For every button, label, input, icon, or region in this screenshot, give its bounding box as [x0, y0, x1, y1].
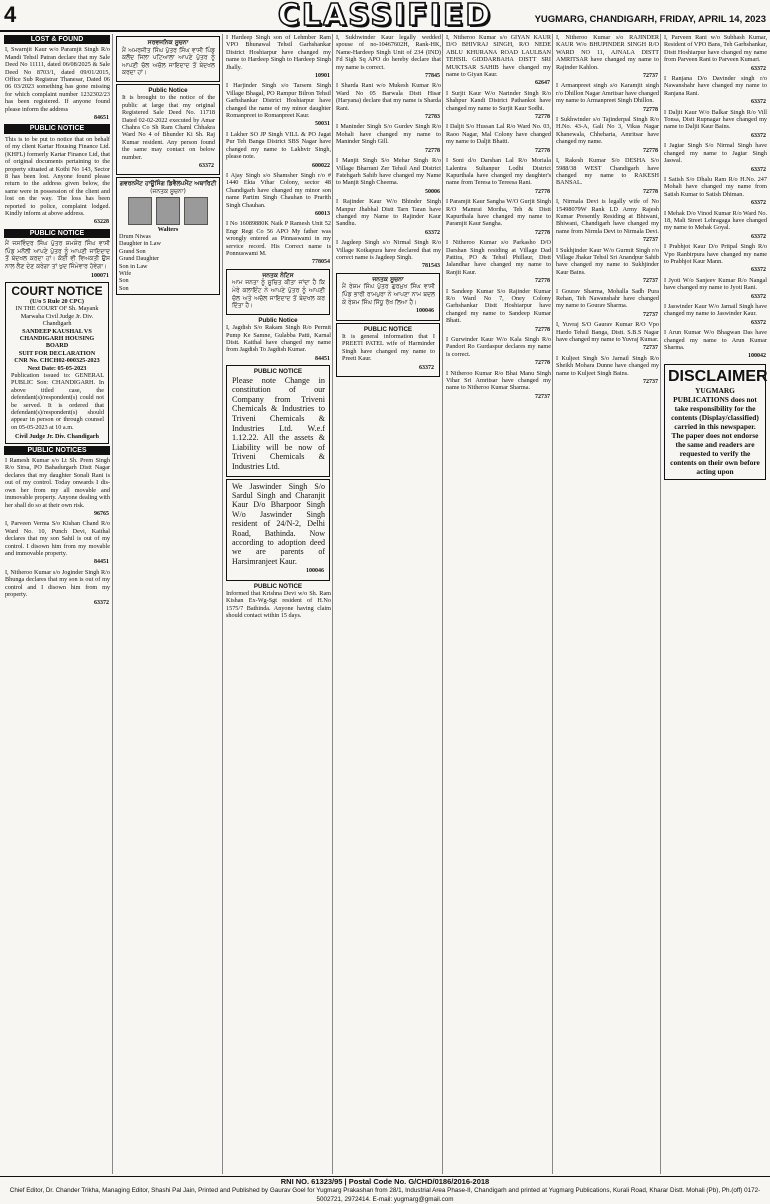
classified-ad: I, Nirmala Devi is legally wife of No 15498079W Rank LD Army Rajesh Kumar Presently Residing at Bhiwani, Bhiwani, Chandigarh have changed my name from Nirmla Devi to Nirmala Devi. [556, 198, 659, 235]
housing-notice-subtitle: (ਜਨਤਕ ਸੂਚਨਾ) [150, 188, 186, 196]
portrait-photo [184, 197, 208, 225]
column-6 [552, 34, 661, 1174]
list-item: Grand Daughter [119, 255, 160, 263]
classified-ad: I Sharda Rani w/o Mukesh Kumar R/o Ward No 05 Barwala Distt Hisar (Haryana) declare that my name is Sharda Rani. [336, 82, 441, 112]
company-notice-title: PUBLIC NOTICE [253, 368, 303, 376]
punjabi-notice-title: ਸਰਵਜਨਿਕ ਸੂਚਨਾ [147, 39, 189, 46]
list-item: Son [119, 277, 129, 285]
list-item: Drum Niwas [119, 233, 151, 241]
public-notice-body: It is general information that I PREETI PATEL wife of Harminder Singh have changed my name to Preeti Kaur. [342, 332, 435, 363]
adoption-notice-body: We Jaswinder Singh S/o Sardul Singh and Charanjit Kaur D/o Bharpoor Singh W/o Jaswinder Singh resident of 24/N-2, Delhi Road, Bathinda. Now according to adoption deed we are parents of Harsimranjeet Kaur. [232, 481, 325, 566]
list-item: Son in Law [119, 262, 148, 270]
ad-code: 600022 [312, 162, 330, 169]
ad-code: 778054 [312, 259, 330, 266]
ad-code: 72778 [643, 147, 658, 154]
court-parties: SANDEEP KAUSHAL VS CHANDIGARH HOUSING BOARD [19, 327, 95, 350]
lost-found-header: LOST & FOUND [4, 35, 110, 44]
classified-ad: I Nitheroo Kumar s/o Parkasho D/O Darshan Singh residing at Village Dad Pattira, PO & Tehsil Phillaur, Distt Jalandhar have changed my name to Ranjit Kaur. [446, 239, 551, 276]
ad-code: 63372 [751, 293, 766, 300]
ad-code: 63372 [751, 65, 766, 72]
classified-ad: I Nitheroo Kumar R/o Bhai Manu Singh Vihar Sri Amritsar have changed my name to Nitheroo Kumar Sharma. [446, 369, 551, 392]
public-notice-title: PUBLIC NOTICE [253, 582, 303, 590]
court-body: IN THE COURT OF Sh. Mayank Marwaha Civil Judge Jr. Div. Chandigarh [15, 305, 99, 328]
classified-ad: I Jagtar Singh S/o Nirmal Singh have changed my name to Jagtar Singh Jaswal. [664, 142, 767, 165]
page-number: 4 [4, 2, 17, 27]
classified-ad: I Daljit Kaur W/o Balkar Singh R/o Vill Tonsa, Distt Rupnagar have changed my name to Daljit Kaur Bains. [664, 108, 767, 131]
ad-code: 72737 [643, 311, 658, 318]
column-5 [442, 34, 553, 1174]
court-publication: Publication issued to: GENERAL PUBLIC Son: CHANDIGARH. In above titled case, the defendant(s)/respondent(s) could not be served. It is ordered that defendant(s)/respondent(s) should appear in person or through counsel on 05-05-2023 at 10 a.m. [11, 372, 104, 431]
classified-ad: I Lakher SO JP Singh VILL & PO Jagat Pur Teh Banga District SBS Nagar have changed my name to Lakhvir Singh, please note. [226, 130, 331, 161]
classified-ad: I Prabhjot Kaur D/o Pritpal Singh R/o Vpo Ranbirpura have changed my name to Prabhjot Kaur Mann. [664, 243, 767, 265]
classified-ad: I Mehak D/o Vinod Kumar R/o Ward No. 18, Mali Street Lehragaga have changed my name to Mehak Goyal. [664, 209, 767, 232]
public-notice-body: It is brought to the notice of the public at large that my original Registered Sale Deed No. 11718 Dated 02-02-2022 executed by Amar Chahra Co Sh Ram Chaml Chhakra Ward No 4 of Bhunder Ki Sh. Raj Kumar resident. Any person found the same may contact on below number. [122, 94, 215, 161]
classified-ad: I, Nitheroo Kumar s/o GIYAN KAUR D/O BHIVRAJ SINGH, R/O NEDE ABLU KHURANA ROAD LAULBAN TEHSIL GIDDARBAHA DISTT SRI MUKTSAR SAHIB have changed my name to Giyan Kaur. [446, 34, 551, 79]
ad-code: 63372 [419, 364, 434, 371]
ad-code: 84651 [94, 115, 109, 122]
ad-code: 72778 [535, 188, 550, 195]
ad-code: 84451 [94, 559, 109, 566]
adoption-notice-box [226, 479, 330, 581]
ad-code: 63372 [751, 99, 766, 106]
ad-code: 100042 [748, 353, 766, 360]
ad-code: 96765 [94, 510, 109, 517]
classified-columns [2, 34, 768, 1174]
classified-ad: I Hardeep Singh son of Lehmber Ram VPO Bhunawal Tehsil Garhshankar District Hoshiarpur have changed my name to Hardeep Singh to Hardeep Singh Jhally. [226, 34, 331, 71]
ad-code: 63372 [751, 267, 766, 274]
classified-ad: I Armanpreet singh s/o Karamjit singh r/o Dhillon Nagar Amritsar have changed my name to Armanpreet Singh Dhillon. [556, 82, 659, 105]
portrait-photo [156, 197, 180, 225]
ad-code: 72737 [643, 278, 658, 285]
ad-code: 72783 [425, 114, 440, 121]
column-4 [332, 34, 443, 1174]
public-notice-box [116, 84, 220, 175]
classified-ad: I, Jagdish S/o Rakam Singh R/o Permit Pump Ke Samne, Gulabba Patti, Karnal Distt. Kaithal have changed my name from Jagdish To Jagdish Kumar. [226, 324, 331, 354]
public-notices-header: PUBLIC NOTICES [4, 446, 110, 455]
punjabi-notice-box [226, 269, 330, 315]
column-7 [660, 34, 769, 1174]
housing-notice-title: ਗਵਰਨਮੈਂਟ ਹਾਊਸਿੰਗ ਡਿਵੈਲਪਮੈਂਟ ਅਥਾਰਿਟੀ [119, 180, 217, 188]
section-title: CLASSIFIED [277, 0, 493, 33]
punjabi-notice-body: ਮੈਂ ਰੇਸ਼ਮ ਸਿੰਘ ਪੁੱਤਰ ਗੁਰਮੁਖ ਸਿੰਘ ਵਾਸੀ ਪਿੰਡ ਭਾਰੀ ਰਾਮਪੁਰਾ ਨੇ ਆਪਣਾ ਨਾਮ ਬਦਲ ਕੇ ਰੇਸ਼ਮ ਸਿੰਘ ਸਿੱਧੂ ਰੱਖ ਲਿਆ ਹੈ। [342, 283, 435, 306]
ad-code: 72778 [643, 188, 658, 195]
ad-code: 72778 [535, 326, 550, 333]
public-notice-box [336, 323, 440, 377]
classified-ad: This is to be put to notice that on behalf of my client Kartar Housing Finance Ltd. (KHFL) formerly Kartar Finance Ltd, that of original documents pertaining to the property situated at Kothi No 143, Sector 8 has been lost. Anyone found please return to the address given below, the same were in possession of the client and lost on the way. The loss has been reported to police, complaint lodged. Kindly inform at above address. [5, 135, 110, 217]
ad-code: 72778 [535, 360, 550, 367]
public-notice-title: PUBLIC NOTICE [363, 325, 413, 333]
ad-code: 63372 [94, 600, 109, 607]
punjabi-notice-title: ਜਨਤਕ ਨੋਟਿਸ [262, 271, 294, 279]
photo-caption: Walters [157, 225, 179, 233]
classified-ad: I Ranjana D/o Davinder singh r/o Nawanshahr have changed my name to Ranjana Rani. [664, 75, 767, 97]
ad-code: 72737 [643, 379, 658, 386]
ad-code: 63372 [751, 132, 766, 139]
ad-code: 63372 [751, 200, 766, 207]
classified-ad: I Jagdeep Singh s/o Nirmal Singh R/o Village Kotkapura have declared that my correct name is Jagdeep Singh. [336, 239, 441, 261]
portrait-photo [128, 197, 152, 225]
court-signature: Civil Judge Jr. Div. Chandigarh [14, 433, 99, 441]
classified-ad: I Jaswinder Kaur W/o Jarnail Singh have changed my name to Jaswinder Kaur. [664, 303, 767, 318]
public-notice-title: Public Notice [258, 316, 298, 324]
classified-ad: I Rajinder Kaur W/o Bhinder Singh Manpur Jhabhal Distt Tarn Taran have changed my Name to Rajinder Kaur Sandhu. [336, 198, 441, 228]
dateline: YUGMARG, CHANDIGARH, FRIDAY, APRIL 14, 2023 [534, 14, 766, 25]
column-1 [2, 34, 112, 1174]
classified-ad: I Gurwinder Kaur W/o Kala Singh R/o Pandori Ro Gurdaspur declares my name is correct. [446, 336, 551, 358]
list-item: Son [119, 284, 129, 292]
classified-ad: I Sukhjinder Kaur W/o Gurmit Singh r/o Village Jhakar Tehsil Sri Anandpur Sahib have changed my name to Sukhjinder Kaur Bains. [556, 246, 659, 276]
ad-code: 72778 [535, 278, 550, 285]
classified-ad: I, Nitheroo Kumar s/o RAJINDER KAUR W/o BHUPINDER SINGH R/O WARD NO 11, AJNALA DISTT AMRITSAR have changed my name to Rajinder Kahlon. [556, 34, 659, 71]
company-notice-body: Please note Change in constitution of our Company from Triveni Chemicals & Industries to Triveni Chemicals & Industries Ltd. W.e.f 1.12.22. All the assets & Liability will be now of Triveni Chemicals & Industries Ltd. [232, 375, 325, 471]
punjabi-notice-body: ਆਮ ਜਨਤਾ ਨੂੰ ਸੂਚਿਤ ਕੀਤਾ ਜਾਂਦਾ ਹੈ ਕਿ ਮੇਰੇ ਕਲਾਇੰਟ ਨੇ ਆਪਣੇ ਪੁੱਤਰ ਨੂੰ ਆਪਣੀ ਚੱਲ ਅਤੇ ਅਚੱਲ ਜਾਇਦਾਦ ਤੋਂ ਬੇਦਖਲ ਕਰ ਦਿੱਤਾ ਹੈ। [232, 279, 325, 310]
classified-ad: I Daljit S/o Hussan Lal R/o Ward No. 03, Raoo Nagar, Mal Colony have changed my name to Daljit Bhatti. [446, 123, 551, 146]
column-2 [112, 34, 223, 1174]
list-item: Grand Son [119, 247, 146, 255]
company-notice-box [226, 365, 330, 476]
disclaimer-box [664, 364, 766, 480]
punjabi-notice-body: ਮੈਂ ਅਮਰਜੀਤ ਸਿੰਘ ਪੁੱਤਰ ਸਿੰਘ ਵਾਸੀ ਪਿੰਡ ਕਲੌਦ ਜਿਲਾ ਪਟਿਆਲਾ ਆਪਣੇ ਪੁੱਤਰ ਨੂੰ ਆਪਣੀ ਚੱਲ ਅਚੱਲ ਜਾਇਦਾਦ ਤੋਂ ਬੇਦਖਲ ਕਰਦਾ ਹਾਂ। [122, 46, 215, 77]
classified-ad: I, Nitheroo Kumar s/o Joginder Singh R/o Bhunga declares that my son is out of my control and I disown him from my property. [5, 568, 110, 598]
classified-ad: I Harjinder Singh s/o Tarsem Singh Village Bhagal, PO Rampur Bilron Tehsil Garhshankar District Hoshiarpur have changed the name of my minor daughter Romanpreet to Romanpreet Kaur. [226, 82, 331, 120]
ad-code: 72737 [535, 393, 550, 400]
classified-ad: I Soni d/o Darshan Lal R/o Moriala Lalentra Sultanpur Lodhi District Kapurthala have changed my daughter's name from Teresa to Tereesa Rani. [446, 157, 551, 187]
footer [0, 1176, 770, 1203]
classified-ad: I No 16089880K Naik P Ramesh Unit 52 Engr Regt Co 56 APO My father was wrongly entered as Pinnaswami in my service record. His Correct name is Ponnuswami M. [226, 220, 331, 257]
court-notice-title: COURT NOTICE [11, 283, 103, 298]
ad-code: 50031 [315, 121, 330, 128]
ad-code: 63372 [751, 233, 766, 240]
photo-strip [119, 196, 217, 226]
ad-code: 50006 [425, 188, 440, 195]
classified-ad: I Satish S/o Dhalu Ram R/o H.No. 247 Mohali have changed my name from Satish Kumar to Satish Dhiman. [664, 175, 767, 198]
relation-list [119, 233, 217, 292]
public-notice-header: PUBLIC NOTICE [4, 229, 110, 238]
ad-code: 62647 [535, 80, 550, 87]
list-item: Wife [119, 270, 132, 278]
classified-ad: Informed that Krishna Devi w/o Sh. Ram Kishan Ex-Wg-Sgt resident of H.No 1575/7 Bathinda. Anyone having claim should contact within 15 days. [226, 590, 331, 620]
ad-code: 63372 [199, 163, 214, 170]
ad-code: 84451 [315, 355, 330, 362]
ad-code: 100071 [91, 272, 109, 279]
disclaimer-body: YUGMARG PUBLICATIONS does not take responsibility for the contents (Display/classified) carried in this newspaper. The paper does not endorse the same and readers are requested to verify the contents on their own before acting upon [670, 385, 760, 476]
classified-ad: I, Yuvraj S/O Gaurav Kumar R/O Vpo Hardo Tehsil Banga, Distt. S.B.S Nagar have changed my name to Yuvraj Kumar. [556, 321, 659, 344]
classified-ad: I, Rakesh Kumar S/o DESHA S/o 5988/38 WEST Chandigarh have changed my name to RAKESH BANSAL. [556, 157, 659, 187]
classified-ad-punjabi: ਮੈਂ ਜਸਵਿੰਦਰ ਸਿੰਘ ਪੁੱਤਰ ਸ਼ਮਸ਼ੇਰ ਸਿੰਘ ਵਾਸੀ ਪਿੰਡ ਮਨੌਲੀ ਆਪਣੇ ਪੁੱਤਰ ਨੂੰ ਆਪਣੀ ਜਾਇਦਾਦ ਤੋਂ ਬੇਦਖਲ ਕਰਦਾ ਹਾਂ। ਕੋਈ ਵੀ ਵਿਅਕਤੀ ਉਸ ਨਾਲ ਲੈਣ ਦੇਣ ਕਰੇਗਾ ਤਾਂ ਖੁਦ ਜਿੰਮੇਵਾਰ ਹੋਵੇਗਾ। [5, 240, 110, 270]
ad-code: 60013 [315, 210, 330, 217]
ad-code: 100046 [416, 308, 434, 315]
court-cnr: CNR No. CHCH02-000325-2023 [14, 357, 100, 365]
classified-ad: I Maninder Singh S/o Gurdev Singh R/o Mohali have changed my name to Maninder Singh Gill. [336, 123, 441, 146]
ad-code: 63372 [425, 229, 440, 236]
ad-code: 77845 [425, 73, 440, 80]
ad-code: 72778 [535, 147, 550, 154]
rni-line: RNI NO. 61323/95 | Postal Code No. G/CHD/0186/2016-2018 [280, 1177, 490, 1186]
classified-ad: I Jyoti W/o Sanjeev Kumar R/o Nangal have changed my name to Jyoti Rani. [664, 276, 767, 292]
ad-code: 72737 [643, 73, 658, 80]
ad-code: 100046 [306, 568, 324, 575]
classified-ad: I, Parveen Verma S/o Kishan Chand R/o Ward No. 10, Punch Devi, Kaithal declares that my son Sahil is out of my control. I disown him from my movable and immovable property. [5, 520, 110, 557]
classified-ad: I Kuljeet Singh S/o Jarnail Singh R/o Sheikh Mohara Dunne have changed my name to Kuljeet Singh Bains. [556, 354, 659, 377]
classified-ad: I Arun Kumar W/o Bhagwan Das have changed my name to Arun Kumar Sharma. [664, 329, 767, 352]
classified-ad: I, Parveen Rani w/o Subhash Kumar, Resident of VPO Bans, Teh Garhshankar, Distt Hoshiarpur have changed my name from Parveen Rani to Parveen Kumari. [664, 34, 767, 64]
court-notice-box [5, 282, 109, 444]
classified-ad: I Manjit Singh S/o Mehar Singh R/o Village Bharrani Zer Tehsil And District Fatehgarh Sahib have changed my Name to Manjit Singh Cheema. [336, 157, 441, 187]
list-item: Daughter in Law [119, 240, 161, 248]
public-notice-title: Public Notice [148, 86, 188, 94]
ad-code: 72737 [643, 345, 658, 352]
disclaimer-title: DISCLAIMER [668, 367, 768, 385]
court-next-date: Next Date: 05-05-2023 [27, 364, 87, 372]
punjabi-notice-box [116, 36, 220, 82]
classified-ad: I Ajay Singh s/o Shamsher Singh r/o # 1440 Ekta Vihar Colony, sector 48 Chandigarh have changed my minor son name Partim Singh Chauhan to Prarith Singh Chauhan. [226, 171, 331, 209]
classified-ad: I Paramjit Kaur Sangha W/O Gurjit Singh R/O Mamrai Moriha, Teh & Distt Kapurthala have changed my name to Paramjit Kaur Sangha. [446, 198, 551, 228]
classified-ad: I Gourav Sharma, Mohalla Sadh Pura Rehan, Teh Nawanshahr have changed my name to Gourav Sharma. [556, 287, 659, 310]
ad-code: 63372 [751, 319, 766, 326]
classified-ad: I, Swarnjit Kaur w/o Paramjit Singh R/o Mandi Tehsil Patran declare that my Sale Deed No 11111, dated 06/08/2025 & Sale Deed No 8703/1, dated 09/01/2015, Office Sub Registrar Thanesar, Dated 06 06 03/2023 something has gone missing for which complaint number 1232302/23 has been registered. If anyone found please inform the address [5, 46, 110, 113]
classified-ad: I Ramesh Kumar s/o Lt Sh. Prem Singh R/o Sirsa, PO Bahadurgarh Distt Nagar declares that my daughter Sonali Rani is out of my control. Today onwards I dis-own her from my all movable and immovable property. Anyone dealing with her shall do so at their own risk. [5, 457, 110, 509]
ad-code: 72778 [425, 147, 440, 154]
ad-code: 72778 [535, 229, 550, 236]
column-3 [222, 34, 333, 1174]
ad-code: 72778 [535, 114, 550, 121]
court-rule: (U/o 5 Rule 20 CPC) [30, 297, 84, 305]
ad-code: 781543 [422, 263, 440, 270]
ad-code: 72737 [643, 237, 658, 244]
punjabi-notice-box [336, 273, 440, 321]
imprint-line: Chief Editor, Dr. Chander Trikha, Managing Editor, Shashi Pal Jain, Printed and Published by Gaurav Goel for Yugmarg Prakashan from 28/1, Industrial Area Phase-II, Chandigarh and printed at Yugmarg Publications, Kurali Road, Kharar Distt. Mohali (Pb), Ph.(off) 0172-5002721, 2972414. E-mail: yugmarg@gmail.com [9, 1187, 761, 1203]
ad-code: 10901 [315, 73, 330, 80]
classified-ad: I Sandeep Kumar S/o Rajinder Kumar R/o Ward No 7, Oney Colony Garhshankar Distt Hoshiarpur have changed my name to Sandeep Kumar Bhatt. [446, 287, 551, 325]
classified-ad: I, Sukhwinder Kaur legally wedded spouse of no-10467602H, Rank-HK, Name-Hardeep Singh Unit of 234 (IND) Fd Sigh Sq APO do hereby declare that my name is correct. [336, 34, 441, 71]
ad-code: 63228 [94, 219, 109, 226]
classified-ad: I Surjit Kaur W/o Narinder Singh R/o Shahpur Kandi District Pathankot have changed my name to Surjit Kaur Sodhi. [446, 89, 551, 112]
ad-code: 63372 [751, 166, 766, 173]
masthead [0, 0, 770, 32]
court-suit: SUIT FOR DECLARATION [18, 349, 96, 357]
ad-code: 72778 [643, 106, 658, 113]
classified-ad: I Sukhwinder s/o Tajinderpal Singh R/o H.No. 43-A, Gali No 3, Vikas Nagar Khanewala, Chheharta, Amritsar have changed my name. [556, 116, 659, 146]
punjabi-notice-title: ਜਨਤਕ ਸੂਚਨਾ [372, 275, 404, 283]
housing-notice-box [116, 177, 220, 295]
public-notice-header: PUBLIC NOTICE [4, 124, 110, 133]
